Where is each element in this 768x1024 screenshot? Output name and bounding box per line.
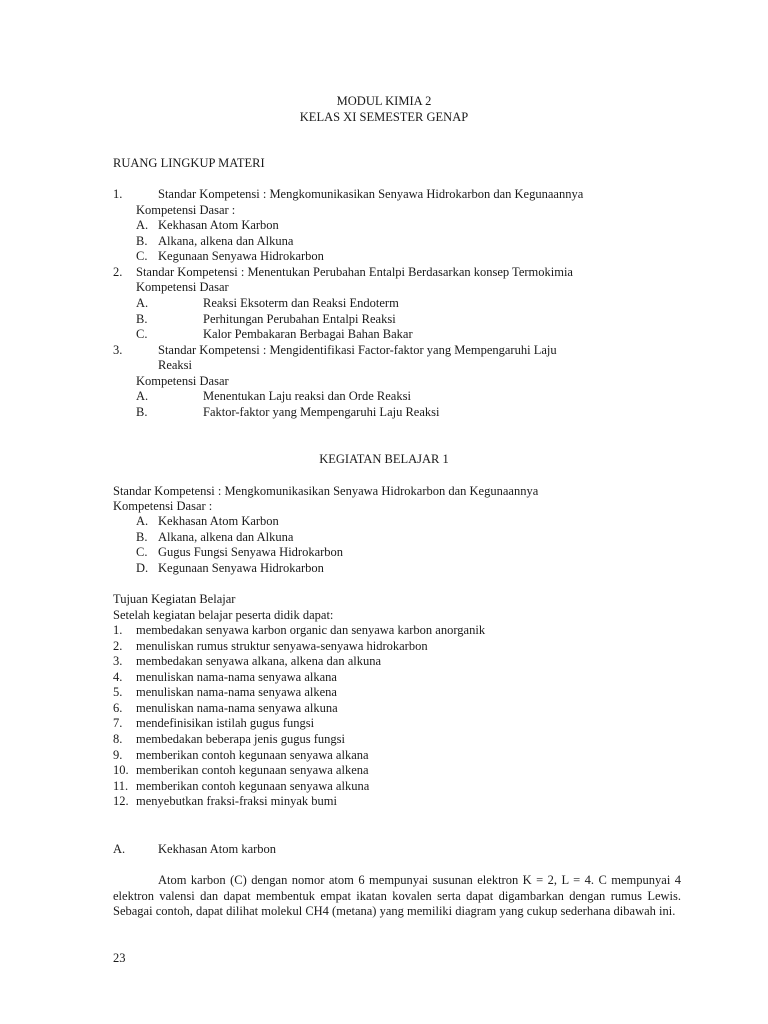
sk2-kd-letter-b: B. xyxy=(136,312,148,326)
sk3-kd-letter-b: B. xyxy=(136,405,148,419)
section-a-heading: Kekhasan Atom karbon xyxy=(158,842,277,856)
sk2-number: 2. xyxy=(113,265,123,279)
goal-number: 11. xyxy=(113,779,129,793)
sk1-kd-letter-b: B. xyxy=(136,234,148,248)
goal-text: membedakan senyawa karbon organic dan senyawa karbon anorganik xyxy=(136,623,486,637)
scope-heading: RUANG LINGKUP MATERI xyxy=(113,156,265,170)
sk1-kd-letter-a: A. xyxy=(136,218,149,232)
goal-text: menuliskan nama-nama senyawa alkana xyxy=(136,670,337,684)
goal-text: memberikan contoh kegunaan senyawa alkuna xyxy=(136,779,370,793)
goal-number: 6. xyxy=(113,701,123,715)
sk1-text: Standar Kompetensi : Mengkomunikasikan Senyawa Hidrokarbon dan Kegunaannya xyxy=(158,187,584,201)
sk1-kd-item-a: Kekhasan Atom Karbon xyxy=(158,218,279,232)
kb1-kd-item-c: Gugus Fungsi Senyawa Hidrokarbon xyxy=(158,545,344,559)
sk1-kd-item-c: Kegunaan Senyawa Hidrokarbon xyxy=(158,249,324,263)
sk3-kd-item-b: Faktor-faktor yang Mempengaruhi Laju Reaksi xyxy=(203,405,440,419)
goal-number: 10. xyxy=(113,763,129,777)
sk2-kd-letter-a: A. xyxy=(136,296,149,310)
kb1-kd-letter-b: B. xyxy=(136,530,148,544)
goal-number: 5. xyxy=(113,685,123,699)
goals-intro: Setelah kegiatan belajar peserta didik dapat: xyxy=(113,608,334,622)
sk2-kd-item-c: Kalor Pembakaran Berbagai Bahan Bakar xyxy=(203,327,413,341)
sk2-kd-item-a: Reaksi Eksoterm dan Reaksi Endoterm xyxy=(203,296,399,310)
sk3-kd-letter-a: A. xyxy=(136,389,149,403)
section-a-paragraph xyxy=(113,873,681,920)
sk1-number: 1. xyxy=(113,187,123,201)
document-subtitle: KELAS XI SEMESTER GENAP xyxy=(299,110,469,124)
section-a-paragraph-text: Atom karbon (C) dengan nomor atom 6 mempunyai susunan elektron K = 2, L = 4. C mempunyai 4 elektron valensi dan dapat membentuk empat ikatan kovalen serta dapat digambarkan dengan rumus Lewis. Sebagai contoh, dapat dilihat molekul CH4 (metana) yang memiliki diagram yang cukup sederhana dibawah ini. xyxy=(113,873,681,918)
sk2-kd-letter-c: C. xyxy=(136,327,148,341)
sk3-text-line1: Standar Kompetensi : Mengidentifikasi Factor-faktor yang Mempengaruhi Laju xyxy=(158,343,557,357)
goal-text: menyebutkan fraksi-fraksi minyak bumi xyxy=(136,794,337,808)
goal-text: memberikan contoh kegunaan senyawa alkana xyxy=(136,748,369,762)
goal-text: membedakan beberapa jenis gugus fungsi xyxy=(136,732,345,746)
goal-number: 2. xyxy=(113,639,123,653)
kb1-kd-letter-d: D. xyxy=(136,561,149,575)
sk3-kd-item-a: Menentukan Laju reaksi dan Orde Reaksi xyxy=(203,389,411,403)
sk2-text: Standar Kompetensi : Menentukan Perubahan Entalpi Berdasarkan konsep Termokimia xyxy=(136,265,573,279)
goal-number: 3. xyxy=(113,654,123,668)
sk2-kd-item-b: Perhitungan Perubahan Entalpi Reaksi xyxy=(203,312,396,326)
goal-number: 12. xyxy=(113,794,129,808)
kb1-sk: Standar Kompetensi : Mengkomunikasikan Senyawa Hidrokarbon dan Kegunaannya xyxy=(113,484,539,498)
sk1-kd-label: Kompetensi Dasar : xyxy=(136,203,236,217)
kb1-kd-item-a: Kekhasan Atom Karbon xyxy=(158,514,279,528)
goal-number: 1. xyxy=(113,623,123,637)
goal-text: mendefinisikan istilah gugus fungsi xyxy=(136,716,315,730)
goal-number: 4. xyxy=(113,670,123,684)
goal-text: menuliskan nama-nama senyawa alkena xyxy=(136,685,337,699)
sk3-text-line2: Reaksi xyxy=(158,358,193,372)
kb1-kd-label: Kompetensi Dasar : xyxy=(113,499,213,513)
kb1-kd-item-d: Kegunaan Senyawa Hidrokarbon xyxy=(158,561,324,575)
page-number: 23 xyxy=(113,951,126,965)
goal-number: 9. xyxy=(113,748,123,762)
sk1-kd-item-b: Alkana, alkena dan Alkuna xyxy=(158,234,294,248)
sk1-kd-letter-c: C. xyxy=(136,249,148,263)
kb1-kd-letter-a: A. xyxy=(136,514,149,528)
kb1-kd-letter-c: C. xyxy=(136,545,148,559)
sk2-kd-label: Kompetensi Dasar xyxy=(136,280,229,294)
goal-number: 7. xyxy=(113,716,123,730)
goal-text: memberikan contoh kegunaan senyawa alkena xyxy=(136,763,369,777)
goals-heading: Tujuan Kegiatan Belajar xyxy=(113,592,236,606)
goal-text: membedakan senyawa alkana, alkena dan alkuna xyxy=(136,654,382,668)
sk3-kd-label: Kompetensi Dasar xyxy=(136,374,229,388)
document-title: MODUL KIMIA 2 xyxy=(336,94,432,108)
goal-number: 8. xyxy=(113,732,123,746)
goal-text: menuliskan nama-nama senyawa alkuna xyxy=(136,701,338,715)
section-a-letter: A. xyxy=(113,842,126,856)
goal-text: menuliskan rumus struktur senyawa-senyawa hidrokarbon xyxy=(136,639,428,653)
kb1-kd-item-b: Alkana, alkena dan Alkuna xyxy=(158,530,294,544)
kb1-heading: KEGIATAN BELAJAR 1 xyxy=(319,452,449,466)
sk3-number: 3. xyxy=(113,343,123,357)
